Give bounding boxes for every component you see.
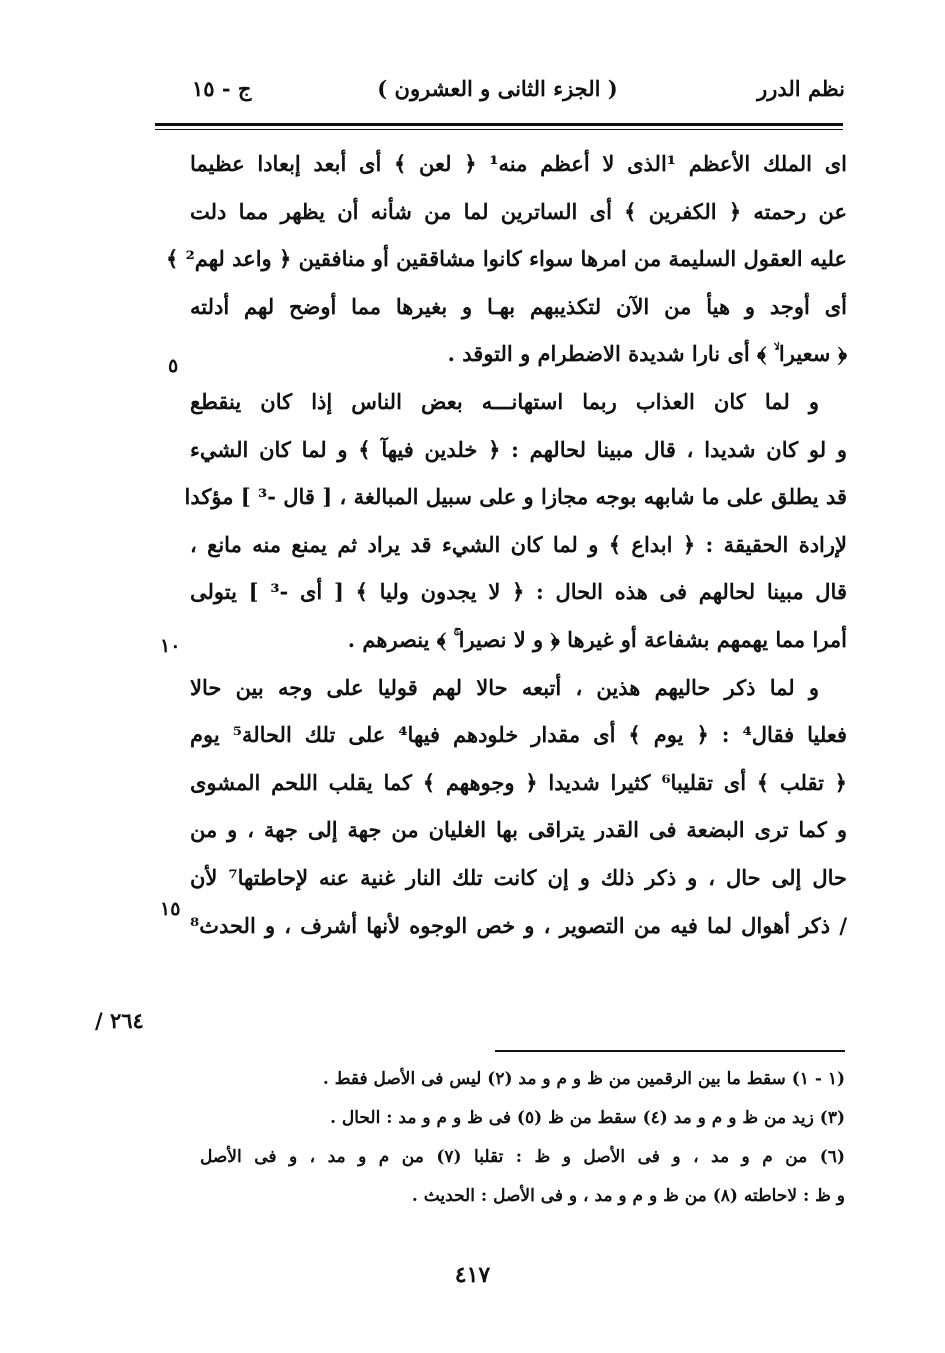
text-line: ﴿ تقلب ﴾ أى تقليبا⁶ كثيرا شديدا ﴿ وجوههم ﴾ كما يقلب اللحم المشوى xyxy=(190,769,847,795)
header-rule-thin xyxy=(155,129,843,130)
running-header xyxy=(150,72,845,112)
text-line: و لما ذكر حاليهم هذين ، أتبعه حالا لهم قوليا على وجه بين حالا xyxy=(190,674,819,700)
text-line: / ذكر أهوال لما فيه من التصوير ، و خص الوجوه لأنها أشرف ، و الحدث⁸ xyxy=(190,912,847,938)
text-line: فعليا فقال⁴ : ﴿ يوم ﴾ أى مقدار خلودهم فيها⁴ على تلك الحالة⁵ يوم xyxy=(190,722,847,748)
footnote-line: (٣) زيد من ظ و م و مد (٤) سقط من ظ (٥) فى ظ و م و مد : الحال . xyxy=(330,1108,845,1128)
header-volume: ج - ١٥ xyxy=(192,76,252,101)
text-line: ﴿ سعيرا ۙ ﴾ أى نارا شديدة الاضطرام و التوقد . xyxy=(447,341,847,367)
marginal-folio-note: ٢٦٤ / xyxy=(95,1008,144,1033)
text-line: أمرا مما يهمهم بشفاعة أو غيرها ﴿ و لا نصيرا ۚ ﴾ ينصرهم . xyxy=(347,626,847,652)
header-rule-thick xyxy=(155,123,843,126)
text-line: اى الملك الأعظم ¹الذى لا أعظم منه¹ ﴿ لعن ﴾ أى أبعد إبعادا عظيما xyxy=(190,151,848,176)
text-line: لإرادة الحقيقة : ﴿ ابداع ﴾ و لما كان الشيء قد يراد ثم يمنع منه مانع ، xyxy=(190,531,847,557)
text-line: و لو كان شديدا ، قال مبينا لحالهم : ﴿ خلدين فيهآ ﴾ و لما كان الشيء xyxy=(190,436,847,462)
line-number-5: ٥ xyxy=(168,355,179,377)
line-number-10: ١٠ xyxy=(160,635,181,657)
footnote-line: (٦) من م و مد ، و فى الأصل و ظ : تقلبا (٧) من م و مد ، و فى الأصل xyxy=(200,1147,845,1167)
line-number-15: ١٥ xyxy=(160,898,181,920)
text-line: و لما كان العذاب ربما استهانـــه بعض الناس إذا كان ينقطع xyxy=(190,388,819,414)
footnote-rule xyxy=(495,1050,845,1052)
text-line: حال إلى حال ، و ذكر ذلك و إن كانت تلك النار غنية عنه لإحاطتها⁷ لأن xyxy=(190,864,848,890)
text-line: و كما ترى البضعة فى القدر يتراقى بها الغليان من جهة إلى جهة ، و من xyxy=(190,817,847,843)
text-line: عن رحمته ﴿ الكفرين ﴾ أى الساترين لما من شأنه أن يظهر مما دلت xyxy=(190,198,847,224)
footnote-line: و ظ : لاحاطته (٨) من ظ و م و مد ، و فى الأصل : الحديث . xyxy=(411,1186,845,1206)
text-line: عليه العقول السليمة من امرها سواء كانوا مشاققين أو منافقين ﴿ واعد لهم² ﴾ xyxy=(165,246,847,272)
page-number: ٤١٧ xyxy=(454,1262,491,1288)
footnotes xyxy=(200,1060,845,1216)
header-book-title: نظم الدرر xyxy=(757,76,845,101)
footnote-line: (١ - ١) سقط ما بين الرقمين من ظ و م و مد (٢) ليس فى الأصل فقط . xyxy=(322,1069,845,1089)
header-part-title: ( الجزء الثانى و العشرون ) xyxy=(377,76,618,101)
text-line: قد يطلق على ما شابهه بوجه مجازا و على سبيل المبالغة ، [ قال -³ ] مؤكدا xyxy=(184,484,847,510)
text-line: أى أوجد و هيأ من الآن لتكذيبهم بهـا و بغيرها مما أوضح لهم أدلته xyxy=(190,293,847,319)
text-line: قال مبينا لحالهم فى هذه الحال : ﴿ لا يجدون وليا ﴾ [ أى -³ ] يتولى xyxy=(190,579,847,605)
